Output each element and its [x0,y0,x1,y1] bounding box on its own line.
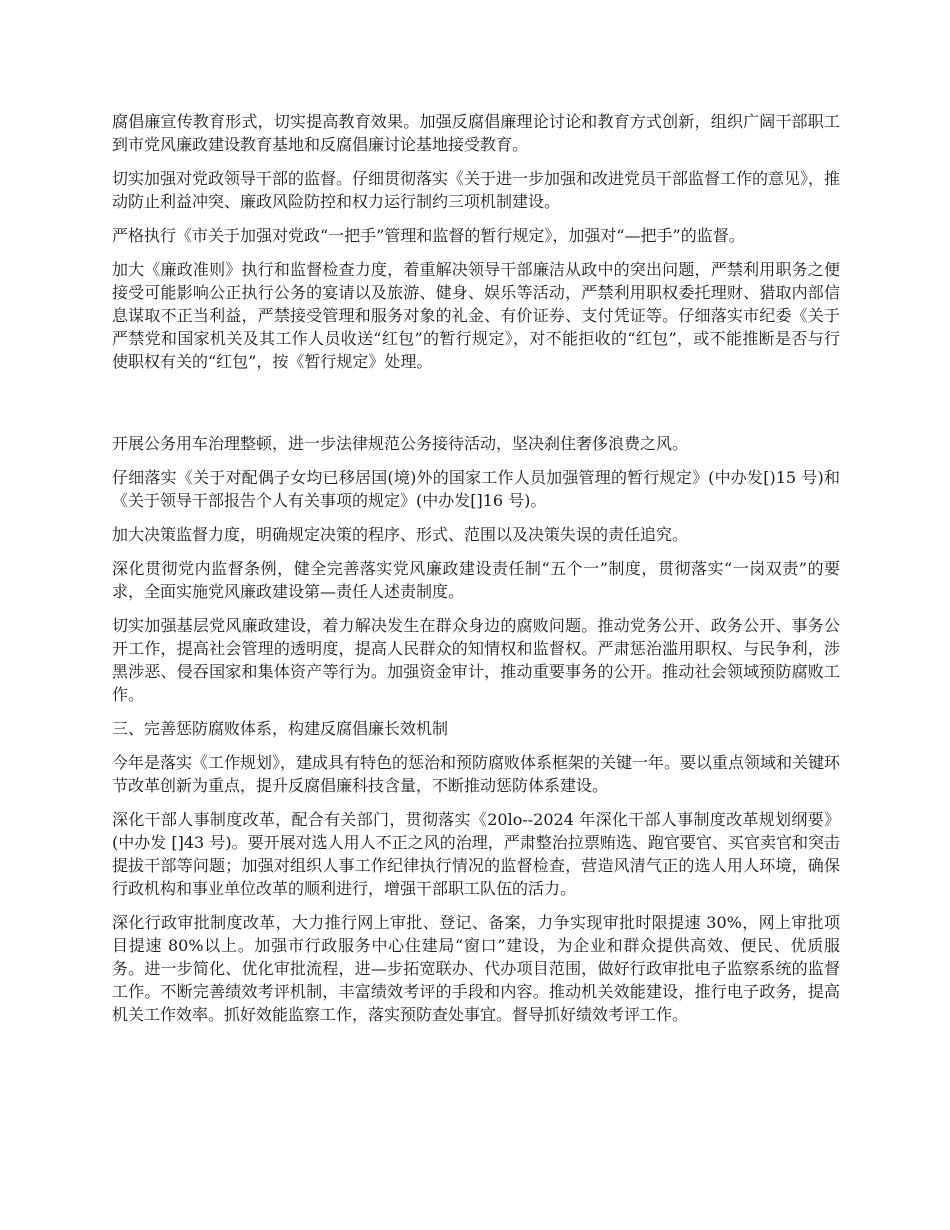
paragraph-8: 深化贯彻党内监督条例，健全完善落实党风廉政建设责任制“五个一”制度，贯彻落实“一岗双责”的要求，全面实施党风廉政建设第—责任人述责制度。 [112,559,840,601]
paragraph-3: 严格执行《市关于加强对党政“一把手”管理和监督的暂行规定》，加强对“—把手”的监督。 [112,226,745,245]
paragraph-5: 开展公务用车治理整顿，进一步法律规范公务接待活动，坚决刹住奢侈浪费之风。 [112,434,689,453]
paragraph-9: 切实加强基层党风廉政建设，着力解决发生在群众身边的腐败问题。推动党务公开、政务公开、事务公开工作，提高社会管理的透明度，提高人民群众的知情权和监督权。严肃惩治滥用职权、与民争利，涉黑涉恶、侵吞国家和集体资产等行为。加强资金审计，推动重要事务的公开。推动社会领域预防腐败工作。 [112,616,840,704]
paragraph-2: 切实加强对党政领导干部的监督。仔细贯彻落实《关于进一步加强和改进党员干部监督工作的意见》，推动防止利益冲突、廉政风险防控和权力运行制约三项机制建设。 [112,169,841,211]
paragraph-13: 深化行政审批制度改革，大力推行网上审批、登记、备案，力争实现审批时限提速 30%，网上审批项目提速 80%以上。加强市行政服务中心住建局“窗口”建设，为企业和群众提供高效、便民、优质服务。进一步简化、优化审批流程，进—步拓宽联办、代办项目范围，做好行政审批电子监察系统的监督工作。不断完善绩效考评机制，丰富绩效考评的手段和内容。推动机关效能建设，推行电子政务，提高机关工作效率。抓好效能监察工作，落实预防查处事宜。督导抓好绩效考评工作。 [112,913,840,1024]
paragraph-6: 仔细落实《关于对配偶子女均已移居国(境)外的国家工作人员加强管理的暂行规定》(中办发[)15 号)和《关于领导干部报告个人有关事项的规定》(中办发[]16 号)。 [112,468,840,510]
paragraph-7: 加大决策监督力度，明确规定决策的程序、形式、范围以及决策失误的责任追究。 [112,525,689,544]
paragraph-11: 今年是落实《工作规划》，建成具有特色的惩治和预防腐败体系框架的关键一年。要以重点领域和关键环节改革创新为重点，提升反腐倡廉科技含量，不断推动惩防体系建设。 [112,753,841,795]
paragraph-12: 深化干部人事制度改革，配合有关部门，贯彻落实《20lo--2024 年深化干部人事制度改革规划纲要》(中办发 []43 号)。要开展对选人用人不正之风的治理，严肃整治拉票贿选、跑官要官、买官卖官和突击提拔干部等问题；加强对组织人事工作纪律执行情况的监督检查，营造风清气正的选人用人环境，确保行政机构和事业单位改革的顺利进行，增强干部职工队伍的活力。 [112,810,840,898]
section-heading: 三、完善惩防腐败体系，构建反腐倡廉长效机制 [112,719,449,738]
paragraph-1: 腐倡廉宣传教育形式，切实提高教育效果。加强反腐倡廉理论讨论和教育方式创新，组织广阔干部职工到市党风廉政建设教育基地和反腐倡廉讨论基地接受教育。 [112,112,840,154]
paragraph-4: 加大《廉政准则》执行和监督检查力度，着重解决领导干部廉洁从政中的突出问题，严禁利用职务之便接受可能影响公正执行公务的宴请以及旅游、健身、娱乐等活动，严禁利用职权委托理财、猎取内部信息谋取不正当利益，严禁接受管理和服务对象的礼金、有价证券、支付凭证等。仔细落实市纪委《关于严禁党和国家机关及其工作人员收送“红包”的暂行规定》，对不能拒收的“红包”，或不能推断是否与行使职权有关的“红包”，按《暂行规定》处理。 [112,260,840,371]
document-body [112,110,840,1037]
